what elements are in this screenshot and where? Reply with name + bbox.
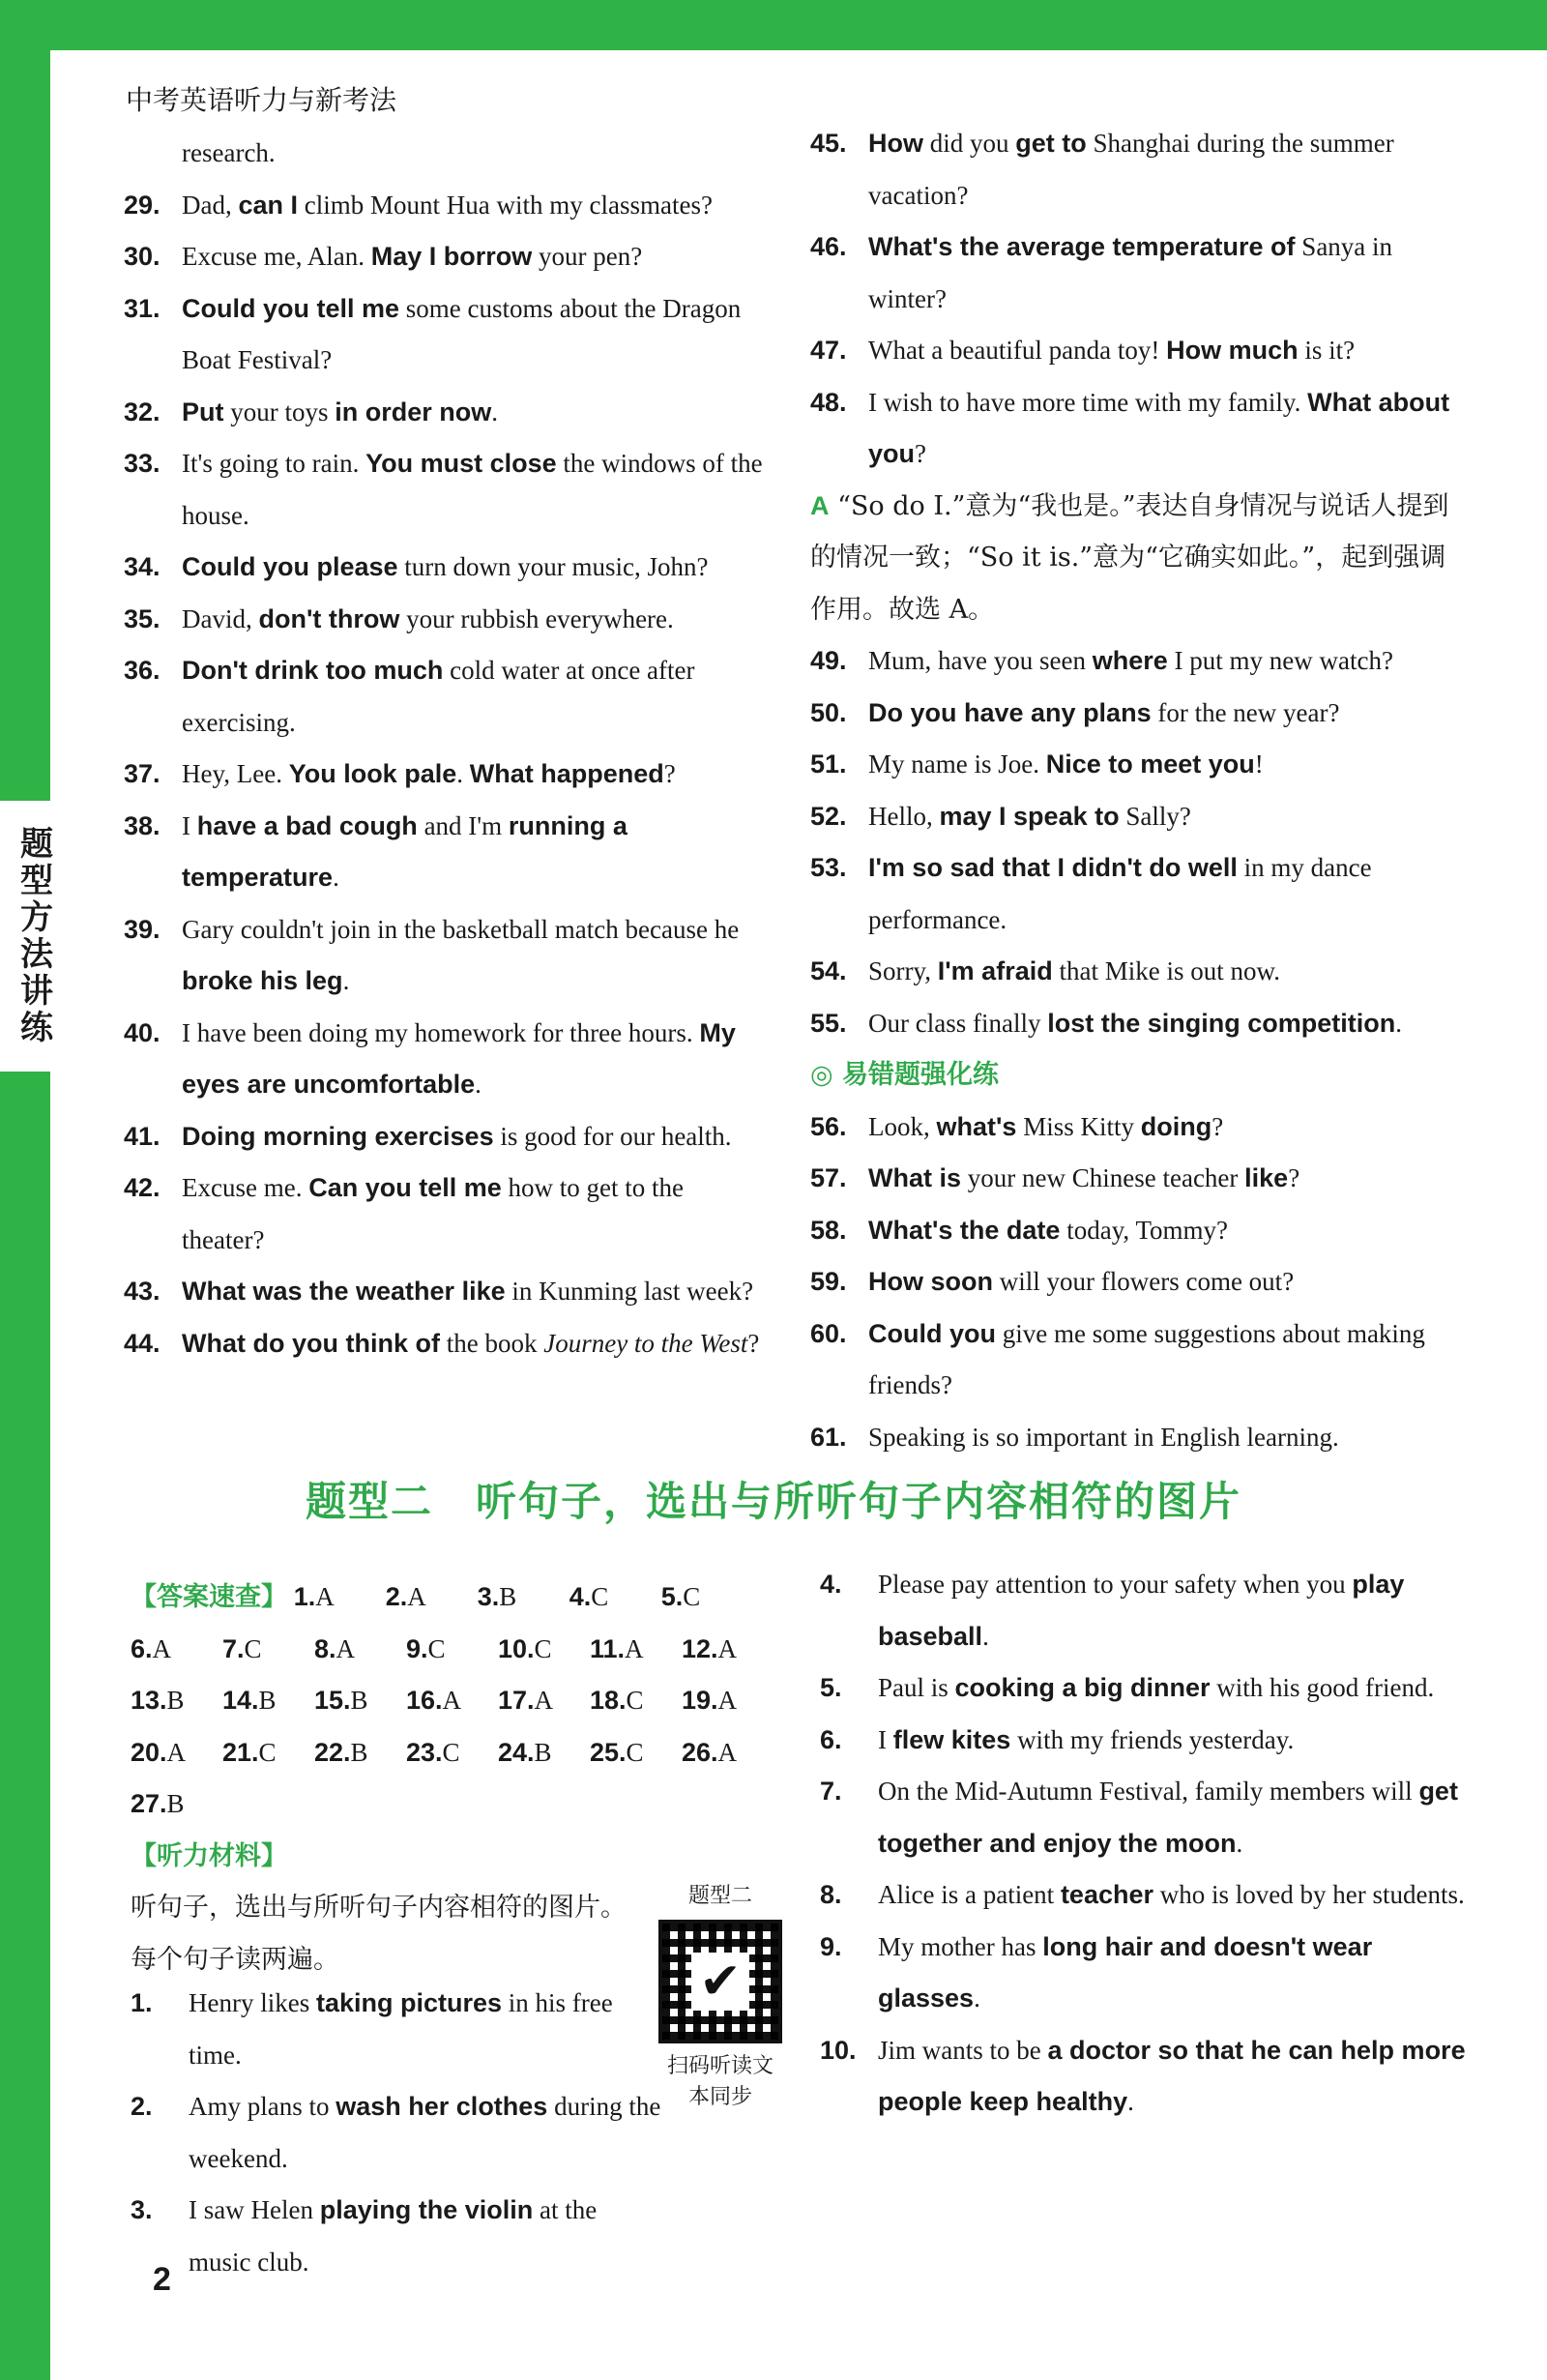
- qr-bottom-label: 扫码听读文本同步: [666, 2054, 774, 2109]
- item-text: How soon will your flowers come out?: [868, 1267, 1295, 1296]
- item-number: 29.: [124, 190, 161, 220]
- item-number: 59.: [810, 1267, 847, 1296]
- list-item: [810, 688, 1468, 740]
- list-item: [810, 635, 1468, 688]
- item-text: Henry likes taking pictures in his free time.: [189, 1988, 613, 2070]
- book-title: 中考英语听力与新考法: [126, 84, 397, 116]
- item-text: Could you please turn down your music, John?: [182, 552, 709, 581]
- item-number: 49.: [810, 646, 847, 675]
- answer-key-label: 【答案速查】: [131, 1582, 287, 1612]
- answer-entry: 13.B: [131, 1686, 185, 1715]
- list-item: [124, 749, 772, 801]
- item-number: 30.: [124, 242, 161, 271]
- item-number: 3.: [131, 2195, 153, 2224]
- item-number: 31.: [124, 293, 161, 323]
- answer-grid: [131, 1572, 788, 1831]
- item-text: What do you think of the book Journey to the West?: [182, 1328, 760, 1358]
- item-text: Could you give me some suggestions about making friends?: [868, 1318, 1425, 1399]
- item-text: Do you have any plans for the new year?: [868, 697, 1340, 727]
- item-number: 52.: [810, 801, 847, 831]
- answer-entry: 8.A: [314, 1633, 356, 1663]
- answer-entry: 16.A: [406, 1686, 462, 1715]
- item-text: On the Mid-Autumn Festival, family members will get together and enjoy the moon.: [878, 1777, 1458, 1858]
- list-item: [124, 1111, 772, 1163]
- item-text: What's the date today, Tommy?: [868, 1215, 1229, 1245]
- list-item: [124, 1318, 772, 1370]
- qr-block: [657, 1881, 783, 2113]
- item-number: 41.: [124, 1121, 161, 1151]
- list-item: [124, 904, 772, 1008]
- answer-entry: 27.B: [131, 1789, 185, 1818]
- list-item: [131, 2081, 662, 2185]
- item-text: Paul is cooking a big dinner with his good friend.: [878, 1673, 1435, 1702]
- item-text: My name is Joe. Nice to meet you!: [868, 749, 1264, 779]
- list-item: [810, 325, 1468, 377]
- item-text: Amy plans to wash her clothes during the weekend.: [189, 2092, 661, 2173]
- answer-entry: 6.A: [131, 1633, 172, 1663]
- item-number: 43.: [124, 1277, 161, 1306]
- right-column: [810, 118, 1468, 1463]
- list-item: [820, 1869, 1468, 1922]
- item-text: Sorry, I'm afraid that Mike is out now.: [868, 956, 1280, 985]
- list-item: [131, 1978, 662, 2081]
- list-item: [810, 1256, 1468, 1308]
- list-item: [124, 1162, 772, 1266]
- list-item: [820, 1766, 1468, 1869]
- answer-entry: 4.C: [569, 1582, 609, 1611]
- item-text: Hello, may I speak to Sally?: [868, 801, 1191, 831]
- answer-entry: 19.A: [682, 1686, 738, 1715]
- item-text: research.: [182, 138, 276, 167]
- list-item: [810, 791, 1468, 843]
- item-text: What was the weather like in Kunming last week?: [182, 1277, 754, 1306]
- list-item: [810, 1308, 1468, 1412]
- item-text: Hey, Lee. You look pale. What happened?: [182, 759, 676, 788]
- answer-entry: 2.A: [385, 1582, 426, 1611]
- answer-entry: 18.C: [590, 1686, 644, 1715]
- answer-entry: 21.C: [222, 1737, 277, 1767]
- listening-intro: 听句子，选出与所听句子内容相符的图片。每个句子读两遍。: [131, 1893, 627, 1975]
- list-item: [810, 1102, 1468, 1154]
- item-number: 9.: [820, 1931, 842, 1961]
- list-item: [124, 1266, 772, 1318]
- list-item: [810, 998, 1468, 1050]
- item-number: 46.: [810, 232, 847, 261]
- item-text: Jim wants to be a doctor so that he can help more people keep healthy.: [878, 2035, 1466, 2116]
- answer-entry: 12.A: [682, 1633, 738, 1663]
- list-item: [810, 842, 1468, 946]
- item-number: 56.: [810, 1111, 847, 1141]
- item-text: What a beautiful panda toy! How much is it?: [868, 336, 1356, 365]
- item-number: 1.: [131, 1988, 153, 2017]
- list-item: [124, 231, 772, 283]
- item-text: Excuse me. Can you tell me how to get to the theater?: [182, 1173, 684, 1254]
- item-text: David, don't throw your rubbish everywhere.: [182, 603, 674, 633]
- list-item: [124, 387, 772, 439]
- list-item: [124, 128, 772, 180]
- answer-entry: 24.B: [498, 1737, 552, 1767]
- item-text: My mother has long hair and doesn't wear glasses.: [878, 1931, 1373, 2013]
- answer-entry: 9.C: [406, 1633, 446, 1663]
- right-list-a: [810, 118, 1468, 481]
- list-item: [124, 801, 772, 904]
- right-list-c: [810, 1102, 1468, 1464]
- answer-entry: 26.A: [682, 1737, 738, 1767]
- item-number: 4.: [820, 1570, 842, 1599]
- list-item: [820, 1715, 1468, 1767]
- item-number: 45.: [810, 129, 847, 158]
- list-item: [820, 1559, 1468, 1662]
- item-number: 42.: [124, 1173, 161, 1202]
- item-text: I'm so sad that I didn't do well in my dance performance.: [868, 853, 1372, 934]
- item-number: 8.: [820, 1880, 842, 1909]
- item-number: 58.: [810, 1215, 847, 1245]
- item-text: Doing morning exercises is good for our health.: [182, 1121, 732, 1151]
- item-text: Could you tell me some customs about the Dragon Boat Festival?: [182, 293, 742, 374]
- list-item: [820, 1922, 1468, 2025]
- left-column: [124, 128, 772, 1369]
- answer-entry: 17.A: [498, 1686, 554, 1715]
- listening-label: 【听力材料】: [131, 1840, 287, 1871]
- item-number: 51.: [810, 749, 847, 779]
- list-item: [820, 1662, 1468, 1715]
- list-item: [810, 377, 1468, 481]
- list-item: [124, 594, 772, 646]
- item-number: 38.: [124, 810, 161, 840]
- answer-entry: 25.C: [590, 1737, 644, 1767]
- list-item: [124, 645, 772, 749]
- answer-entry: 14.B: [222, 1686, 277, 1715]
- item-number: 34.: [124, 552, 161, 581]
- item-number: 61.: [810, 1422, 847, 1452]
- answer-entry: 10.C: [498, 1633, 552, 1663]
- item-text: I have been doing my homework for three hours. My eyes are uncomfortable.: [182, 1017, 736, 1099]
- item-number: 50.: [810, 697, 847, 727]
- answer-entry: 5.C: [660, 1582, 701, 1611]
- item-number: 37.: [124, 759, 161, 788]
- item-number: 35.: [124, 603, 161, 633]
- item-number: 57.: [810, 1163, 847, 1192]
- list-item: [124, 542, 772, 594]
- item-text: Our class finally lost the singing competition.: [868, 1008, 1402, 1038]
- item-text: Gary couldn't join in the basketball match because he broke his leg.: [182, 914, 740, 995]
- item-text: What is your new Chinese teacher like?: [868, 1163, 1300, 1192]
- list-item: [810, 1205, 1468, 1257]
- item-number: 48.: [810, 387, 847, 417]
- answer-note: [810, 481, 1468, 636]
- item-text: Look, what's Miss Kitty doing?: [868, 1111, 1224, 1141]
- list-item: [810, 221, 1468, 325]
- item-number: 33.: [124, 449, 161, 478]
- answer-entry: 23.C: [406, 1737, 460, 1767]
- listening-left-list: [131, 1978, 662, 2288]
- item-text: I wish to have more time with my family. What about you?: [868, 387, 1450, 468]
- listening-right-list: [820, 1559, 1468, 2129]
- item-text: It's going to rain. You must close the windows of the house.: [182, 449, 763, 530]
- side-tab-label: 题型方法讲练: [14, 826, 53, 1046]
- item-text: Excuse me, Alan. May I borrow your pen?: [182, 242, 643, 271]
- page-number: 2: [153, 2261, 171, 2298]
- answer-entry: 11.A: [590, 1633, 644, 1663]
- item-number: 60.: [810, 1318, 847, 1348]
- side-tab: [0, 801, 68, 1072]
- list-item: [124, 1008, 772, 1111]
- item-text: Mum, have you seen where I put my new watch?: [868, 646, 1393, 675]
- item-number: 32.: [124, 397, 161, 426]
- item-text: Please pay attention to your safety when you play baseball.: [878, 1570, 1405, 1651]
- item-number: 53.: [810, 853, 847, 882]
- note-answer: A: [810, 490, 830, 520]
- item-text: I have a bad cough and I'm running a temperature.: [182, 810, 628, 892]
- answer-entry: 7.C: [222, 1633, 262, 1663]
- item-text: Dad, can I climb Mount Hua with my classmates?: [182, 190, 713, 220]
- list-item: [124, 438, 772, 542]
- item-number: 7.: [820, 1777, 842, 1806]
- item-text: Put your toys in order now.: [182, 397, 498, 426]
- answer-entry: 15.B: [314, 1686, 368, 1715]
- right-list-b: [810, 635, 1468, 1049]
- note-text: “So do I.”意为“我也是。”表达自身情况与说话人提到的情况一致；“So it is.”意为“它确实如此。”，起到强调作用。故选 A。: [810, 490, 1449, 625]
- section2-title: 题型二 听句子，选出与所听句子内容相符的图片: [305, 1478, 1241, 1525]
- check-icon: ✔: [691, 1953, 749, 2011]
- list-item: [124, 283, 772, 387]
- list-item: [124, 180, 772, 232]
- list-item: [820, 2025, 1468, 2129]
- item-number: 36.: [124, 656, 161, 685]
- item-number: 40.: [124, 1017, 161, 1047]
- item-text: What's the average temperature of Sanya in winter?: [868, 232, 1393, 313]
- item-number: 6.: [820, 1724, 842, 1754]
- item-number: 5.: [820, 1673, 842, 1702]
- item-number: 44.: [124, 1328, 161, 1358]
- item-number: 2.: [131, 2092, 153, 2121]
- item-text: How did you get to Shanghai during the summer vacation?: [868, 129, 1394, 210]
- item-number: 54.: [810, 956, 847, 985]
- item-text: Speaking is so important in English learning.: [868, 1422, 1339, 1452]
- item-text: Alice is a patient teacher who is loved by her students.: [878, 1880, 1465, 1909]
- item-number: 39.: [124, 914, 161, 944]
- item-number: 47.: [810, 336, 847, 365]
- item-text: I saw Helen playing the violin at the music club.: [189, 2195, 598, 2277]
- item-number: 10.: [820, 2035, 857, 2065]
- item-text: I flew kites with my friends yesterday.: [878, 1724, 1295, 1754]
- qr-code[interactable]: [658, 1920, 782, 2043]
- qr-top-label: 题型二: [687, 1884, 752, 1908]
- answer-entry: 22.B: [314, 1737, 368, 1767]
- item-number: 55.: [810, 1008, 847, 1038]
- list-item: [131, 2185, 662, 2288]
- list-item: [810, 946, 1468, 998]
- answer-entry: 1.A: [293, 1582, 335, 1611]
- list-item: [810, 739, 1468, 791]
- section-easy-mistakes: ◎ 易错题强化练: [810, 1060, 999, 1090]
- item-text: Don't drink too much cold water at once after exercising.: [182, 656, 695, 737]
- answer-entry: 20.A: [131, 1737, 187, 1767]
- list-item: [810, 1153, 1468, 1205]
- list-item: [810, 118, 1468, 221]
- answer-entry: 3.B: [477, 1582, 517, 1611]
- list-item: [810, 1412, 1468, 1464]
